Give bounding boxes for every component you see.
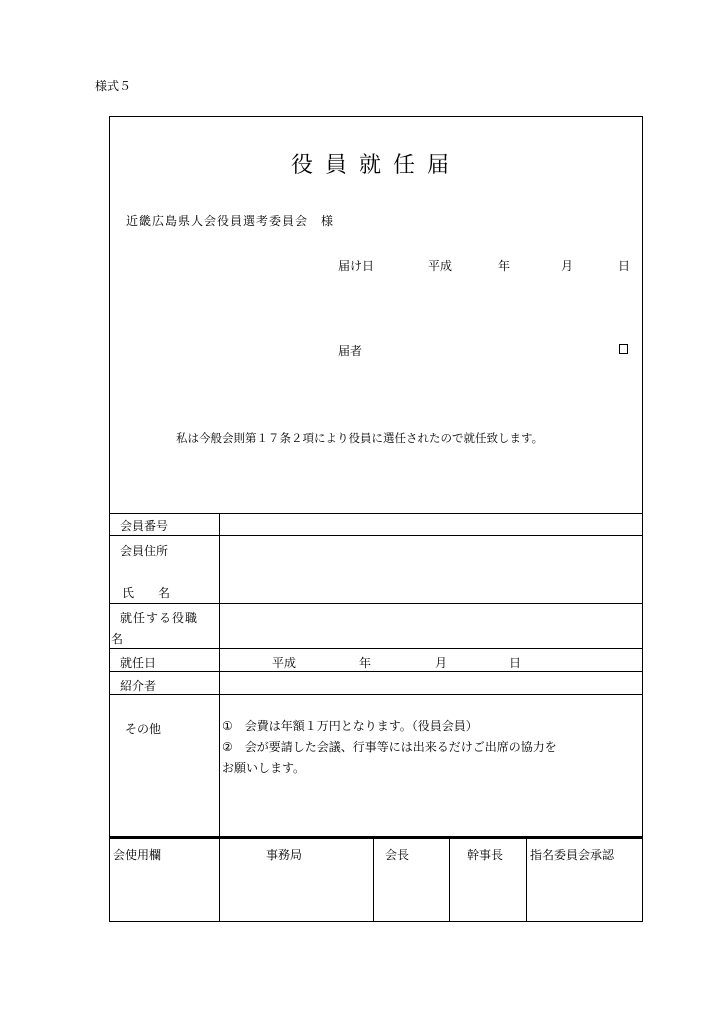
address-name-field[interactable] <box>220 536 642 603</box>
appointment-month-label: 月 <box>435 656 448 670</box>
addressee: 近畿広島県人会役員選考委員会 様 <box>126 214 335 228</box>
position-label-cont: 名 <box>111 632 124 646</box>
approval-label: 指名委員会承認 <box>530 848 615 862</box>
grid-line <box>526 838 527 922</box>
appointment-year-label: 年 <box>359 656 372 670</box>
statement: 私は今般会則第１７条２項により役員に選任されたので就任致します。 <box>176 431 544 445</box>
member-address-label: 会員住所 <box>120 544 169 558</box>
submission-month-label: 月 <box>561 259 574 273</box>
appointment-day-label: 日 <box>509 656 522 670</box>
grid-line <box>109 694 643 695</box>
referrer-label: 紹介者 <box>120 679 157 693</box>
submission-date-label: 届け日 <box>338 259 375 273</box>
grid-line-thick <box>109 836 643 839</box>
note-line-3: お願いします。 <box>222 761 306 775</box>
submission-year-label: 年 <box>498 259 511 273</box>
president-label: 会長 <box>385 848 410 862</box>
seal-box <box>619 344 628 354</box>
grid-line <box>109 648 643 649</box>
submitter-label: 届者 <box>338 344 363 358</box>
form-number: 様式５ <box>95 79 132 93</box>
note-line-2: ② 会が要請した会議、行事等には出来るだけご出席の協力を <box>222 740 557 754</box>
other-label: その他 <box>125 722 162 736</box>
submission-day-label: 日 <box>618 259 631 273</box>
appointment-era: 平成 <box>272 656 297 670</box>
note-line-1: ① 会費は年額１万円となります。（役員会員） <box>222 719 478 733</box>
office-use-label: 会使用欄 <box>113 848 162 862</box>
position-field[interactable] <box>220 604 642 648</box>
position-label: 就任する役職 <box>120 611 199 625</box>
name-label: 氏 名 <box>122 586 171 600</box>
appointment-date-label: 就任日 <box>120 656 157 670</box>
submission-era: 平成 <box>428 259 453 273</box>
member-number-label: 会員番号 <box>120 519 169 533</box>
grid-line <box>449 838 450 922</box>
secretariat-label: 事務局 <box>266 848 303 862</box>
member-number-field[interactable] <box>220 514 642 535</box>
form-title: 役員就任届 <box>290 153 461 178</box>
secretary-general-label: 幹事長 <box>467 848 504 862</box>
grid-line <box>373 838 374 922</box>
referrer-field[interactable] <box>220 672 642 694</box>
